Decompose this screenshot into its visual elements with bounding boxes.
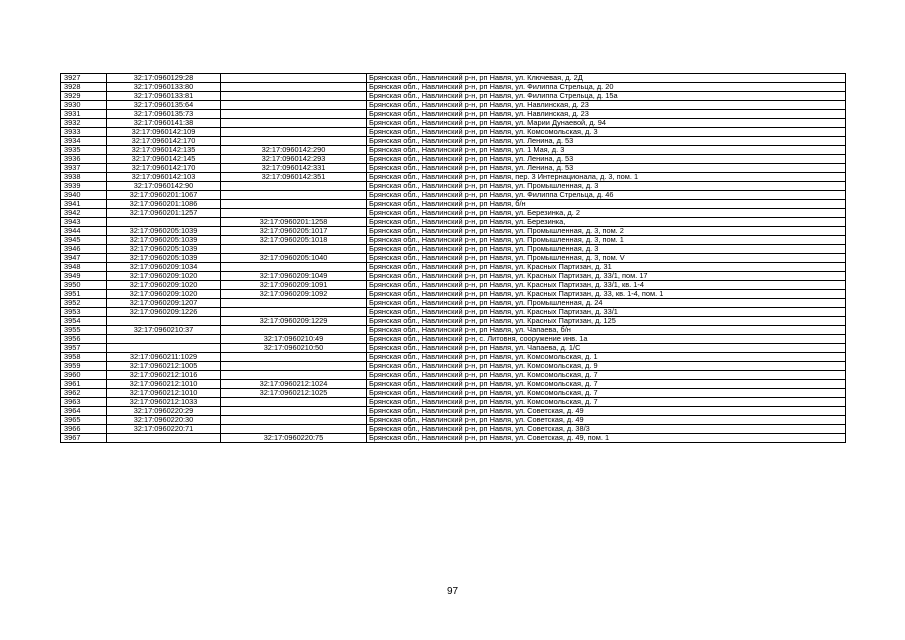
cadastral-number-cell: 32:17:0960210:37	[107, 326, 221, 335]
table-row	[61, 209, 846, 218]
cadastral-number-cell: 32:17:0960142:103	[107, 173, 221, 182]
address-cell: Брянская обл., Навлинский р-н, рп Навля, ул. Навлинская, д. 23	[367, 101, 846, 110]
cadastral-number-cell: 32:17:0960135:64	[107, 101, 221, 110]
row-number-cell: 3964	[61, 407, 107, 416]
table-row	[61, 254, 846, 263]
address-cell: Брянская обл., Навлинский р-н, рп Навля, ул. Комсомольская, д. 9	[367, 362, 846, 371]
row-number-cell: 3941	[61, 200, 107, 209]
related-cadastral-number-cell: 32:17:0960201:1258	[221, 218, 367, 227]
related-cadastral-number-cell: 32:17:0960142:351	[221, 173, 367, 182]
table-row	[61, 326, 846, 335]
related-cadastral-number-cell: 32:17:0960142:290	[221, 146, 367, 155]
address-cell: Брянская обл., Навлинский р-н, рп Навля, ул. Ленина, д. 53	[367, 137, 846, 146]
related-cadastral-number-cell	[221, 416, 367, 425]
row-number-cell: 3946	[61, 245, 107, 254]
row-number-cell: 3962	[61, 389, 107, 398]
row-number-cell: 3945	[61, 236, 107, 245]
table-row	[61, 344, 846, 353]
table-row	[61, 155, 846, 164]
row-number-cell: 3943	[61, 218, 107, 227]
row-number-cell: 3928	[61, 83, 107, 92]
related-cadastral-number-cell: 32:17:0960142:293	[221, 155, 367, 164]
address-cell: Брянская обл., Навлинский р-н, рп Навля, ул. Советская, д. 38/3	[367, 425, 846, 434]
cadastral-number-cell: 32:17:0960209:1207	[107, 299, 221, 308]
address-cell: Брянская обл., Навлинский р-н, рп Навля, ул. Красных Партизан, д. 33/1, пом. 17	[367, 272, 846, 281]
related-cadastral-number-cell: 32:17:0960205:1040	[221, 254, 367, 263]
address-cell: Брянская обл., Навлинский р-н, рп Навля, ул. Марии Дунаевой, д. 94	[367, 119, 846, 128]
address-cell: Брянская обл., Навлинский р-н, рп Навля, ул. Ключевая, д. 2Д	[367, 74, 846, 83]
cadastral-number-cell: 32:17:0960211:1029	[107, 353, 221, 362]
related-cadastral-number-cell: 32:17:0960209:1092	[221, 290, 367, 299]
row-number-cell: 3954	[61, 317, 107, 326]
table-row	[61, 74, 846, 83]
table-row	[61, 362, 846, 371]
row-number-cell: 3931	[61, 110, 107, 119]
address-cell: Брянская обл., Навлинский р-н, рп Навля, ул. Красных Партизан, д. 33, кв. 1-4, пом. 1	[367, 290, 846, 299]
row-number-cell: 3951	[61, 290, 107, 299]
address-cell: Брянская обл., Навлинский р-н, рп Навля, ул. Промышленная, д. 3, пом. V	[367, 254, 846, 263]
row-number-cell: 3930	[61, 101, 107, 110]
cadastral-number-cell: 32:17:0960205:1039	[107, 236, 221, 245]
related-cadastral-number-cell	[221, 308, 367, 317]
cadastral-number-cell: 32:17:0960141:38	[107, 119, 221, 128]
page-number: 97	[446, 586, 459, 597]
table-row	[61, 380, 846, 389]
table-row	[61, 317, 846, 326]
table-row	[61, 335, 846, 344]
row-number-cell: 3966	[61, 425, 107, 434]
table-row	[61, 290, 846, 299]
address-cell: Брянская обл., Навлинский р-н, рп Навля, ул. 1 Мая, д. 3	[367, 146, 846, 155]
address-cell: Брянская обл., Навлинский р-н, рп Навля, ул. Красных Партизан, д. 33/1, кв. 1-4	[367, 281, 846, 290]
table-row	[61, 182, 846, 191]
cadastral-number-cell: 32:17:0960220:30	[107, 416, 221, 425]
table-row	[61, 425, 846, 434]
table-row	[61, 218, 846, 227]
row-number-cell: 3950	[61, 281, 107, 290]
related-cadastral-number-cell: 32:17:0960209:1091	[221, 281, 367, 290]
table-row	[61, 101, 846, 110]
related-cadastral-number-cell	[221, 299, 367, 308]
row-number-cell: 3940	[61, 191, 107, 200]
cadastral-number-cell	[107, 335, 221, 344]
property-register-table	[60, 73, 846, 443]
cadastral-number-cell: 32:17:0960209:1020	[107, 290, 221, 299]
related-cadastral-number-cell: 32:17:0960209:1229	[221, 317, 367, 326]
cadastral-number-cell: 32:17:0960142:109	[107, 128, 221, 137]
cadastral-number-cell: 32:17:0960212:1033	[107, 398, 221, 407]
table-row	[61, 119, 846, 128]
address-cell: Брянская обл., Навлинский р-н, рп Навля, ул. Навлинская, д. 23	[367, 110, 846, 119]
address-cell: Брянская обл., Навлинский р-н, рп Навля, ул. Березинка, д. 2	[367, 209, 846, 218]
related-cadastral-number-cell	[221, 74, 367, 83]
table-row	[61, 83, 846, 92]
cadastral-number-cell: 32:17:0960212:1016	[107, 371, 221, 380]
row-number-cell: 3929	[61, 92, 107, 101]
row-number-cell: 3958	[61, 353, 107, 362]
address-cell: Брянская обл., Навлинский р-н, рп Навля, ул. Комсомольская, д. 7	[367, 380, 846, 389]
cadastral-number-cell: 32:17:0960135:73	[107, 110, 221, 119]
cadastral-number-cell: 32:17:0960209:1020	[107, 281, 221, 290]
address-cell: Брянская обл., Навлинский р-н, рп Навля, ул. Комсомольская, д. 7	[367, 371, 846, 380]
table-row	[61, 416, 846, 425]
table-row	[61, 299, 846, 308]
row-number-cell: 3935	[61, 146, 107, 155]
related-cadastral-number-cell	[221, 191, 367, 200]
table-row	[61, 227, 846, 236]
address-cell: Брянская обл., Навлинский р-н, рп Навля, б/н	[367, 200, 846, 209]
row-number-cell: 3944	[61, 227, 107, 236]
address-cell: Брянская обл., Навлинский р-н, рп Навля, ул. Комсомольская, д. 3	[367, 128, 846, 137]
table-row	[61, 371, 846, 380]
address-cell: Брянская обл., Навлинский р-н, рп Навля, ул. Промышленная, д. 3	[367, 182, 846, 191]
table-row	[61, 281, 846, 290]
row-number-cell: 3948	[61, 263, 107, 272]
related-cadastral-number-cell: 32:17:0960210:49	[221, 335, 367, 344]
related-cadastral-number-cell	[221, 119, 367, 128]
table-row	[61, 308, 846, 317]
row-number-cell: 3965	[61, 416, 107, 425]
cadastral-number-cell: 32:17:0960209:1020	[107, 272, 221, 281]
row-number-cell: 3927	[61, 74, 107, 83]
cadastral-number-cell: 32:17:0960212:1010	[107, 380, 221, 389]
address-cell: Брянская обл., Навлинский р-н, рп Навля, ул. Красных Партизан, д. 33/1	[367, 308, 846, 317]
related-cadastral-number-cell: 32:17:0960220:75	[221, 434, 367, 443]
table-row	[61, 434, 846, 443]
address-cell: Брянская обл., Навлинский р-н, рп Навля, ул. Промышленная, д. 24	[367, 299, 846, 308]
row-number-cell: 3955	[61, 326, 107, 335]
related-cadastral-number-cell	[221, 101, 367, 110]
table-row	[61, 173, 846, 182]
row-number-cell: 3933	[61, 128, 107, 137]
table-row	[61, 398, 846, 407]
related-cadastral-number-cell	[221, 263, 367, 272]
cadastral-number-cell: 32:17:0960142:170	[107, 164, 221, 173]
address-cell: Брянская обл., Навлинский р-н, рп Навля, ул. Промышленная, д. 3, пом. 2	[367, 227, 846, 236]
cadastral-number-cell: 32:17:0960133:80	[107, 83, 221, 92]
row-number-cell: 3960	[61, 371, 107, 380]
row-number-cell: 3967	[61, 434, 107, 443]
related-cadastral-number-cell	[221, 110, 367, 119]
row-number-cell: 3949	[61, 272, 107, 281]
address-cell: Брянская обл., Навлинский р-н, рп Навля, ул. Красных Партизан, д. 125	[367, 317, 846, 326]
cadastral-number-cell: 32:17:0960133:81	[107, 92, 221, 101]
address-cell: Брянская обл., Навлинский р-н, рп Навля, ул. Красных Партизан, д. 31	[367, 263, 846, 272]
table-row	[61, 353, 846, 362]
table-row	[61, 389, 846, 398]
address-cell: Брянская обл., Навлинский р-н, рп Навля, ул. Филиппа Стрельца, д. 15а	[367, 92, 846, 101]
cadastral-number-cell: 32:17:0960205:1039	[107, 254, 221, 263]
address-cell: Брянская обл., Навлинский р-н, рп Навля, пер. 3 Интернационала, д. 3, пом. 1	[367, 173, 846, 182]
address-cell: Брянская обл., Навлинский р-н, рп Навля, ул. Филиппа Стрельца, д. 46	[367, 191, 846, 200]
table-row	[61, 407, 846, 416]
row-number-cell: 3963	[61, 398, 107, 407]
related-cadastral-number-cell	[221, 128, 367, 137]
row-number-cell: 3953	[61, 308, 107, 317]
related-cadastral-number-cell: 32:17:0960209:1049	[221, 272, 367, 281]
address-cell: Брянская обл., Навлинский р-н, рп Навля, ул. Промышленная, д. 3, пом. 1	[367, 236, 846, 245]
cadastral-number-cell	[107, 434, 221, 443]
register-table-body	[61, 74, 846, 443]
related-cadastral-number-cell	[221, 326, 367, 335]
related-cadastral-number-cell	[221, 371, 367, 380]
address-cell: Брянская обл., Навлинский р-н, рп Навля, ул. Березинка,	[367, 218, 846, 227]
address-cell: Брянская обл., Навлинский р-н, рп Навля, ул. Ленина, д. 53	[367, 164, 846, 173]
cadastral-number-cell: 32:17:0960129:28	[107, 74, 221, 83]
row-number-cell: 3959	[61, 362, 107, 371]
cadastral-number-cell: 32:17:0960142:90	[107, 182, 221, 191]
cadastral-number-cell	[107, 317, 221, 326]
cadastral-number-cell	[107, 218, 221, 227]
related-cadastral-number-cell	[221, 92, 367, 101]
address-cell: Брянская обл., Навлинский р-н, рп Навля, ул. Комсомольская, д. 7	[367, 389, 846, 398]
table-row	[61, 191, 846, 200]
cadastral-number-cell: 32:17:0960212:1005	[107, 362, 221, 371]
cadastral-number-cell: 32:17:0960142:135	[107, 146, 221, 155]
related-cadastral-number-cell: 32:17:0960205:1018	[221, 236, 367, 245]
cadastral-number-cell: 32:17:0960209:1034	[107, 263, 221, 272]
row-number-cell: 3936	[61, 155, 107, 164]
table-row	[61, 92, 846, 101]
cadastral-number-cell: 32:17:0960209:1226	[107, 308, 221, 317]
cadastral-number-cell: 32:17:0960205:1039	[107, 245, 221, 254]
row-number-cell: 3947	[61, 254, 107, 263]
cadastral-number-cell: 32:17:0960142:170	[107, 137, 221, 146]
cadastral-number-cell: 32:17:0960201:1257	[107, 209, 221, 218]
cadastral-number-cell: 32:17:0960201:1086	[107, 200, 221, 209]
table-row	[61, 146, 846, 155]
cadastral-number-cell: 32:17:0960205:1039	[107, 227, 221, 236]
row-number-cell: 3937	[61, 164, 107, 173]
table-row	[61, 137, 846, 146]
table-row	[61, 200, 846, 209]
related-cadastral-number-cell: 32:17:0960212:1024	[221, 380, 367, 389]
related-cadastral-number-cell: 32:17:0960205:1017	[221, 227, 367, 236]
related-cadastral-number-cell	[221, 407, 367, 416]
table-row	[61, 236, 846, 245]
related-cadastral-number-cell	[221, 398, 367, 407]
related-cadastral-number-cell	[221, 362, 367, 371]
table-row	[61, 164, 846, 173]
table-row	[61, 245, 846, 254]
address-cell: Брянская обл., Навлинский р-н, рп Навля, ул. Филиппа Стрельца, д. 20	[367, 83, 846, 92]
cadastral-number-cell	[107, 344, 221, 353]
row-number-cell: 3956	[61, 335, 107, 344]
related-cadastral-number-cell	[221, 209, 367, 218]
row-number-cell: 3942	[61, 209, 107, 218]
address-cell: Брянская обл., Навлинский р-н, с. Литовня, сооружение инв. 1а	[367, 335, 846, 344]
related-cadastral-number-cell	[221, 245, 367, 254]
related-cadastral-number-cell	[221, 353, 367, 362]
address-cell: Брянская обл., Навлинский р-н, рп Навля, ул. Промышленная, д. 3	[367, 245, 846, 254]
row-number-cell: 3952	[61, 299, 107, 308]
related-cadastral-number-cell	[221, 425, 367, 434]
row-number-cell: 3961	[61, 380, 107, 389]
cadastral-number-cell: 32:17:0960220:29	[107, 407, 221, 416]
row-number-cell: 3939	[61, 182, 107, 191]
address-cell: Брянская обл., Навлинский р-н, рп Навля, ул. Комсомольская, д. 1	[367, 353, 846, 362]
address-cell: Брянская обл., Навлинский р-н, рп Навля, ул. Чапаева, д. 1/С	[367, 344, 846, 353]
related-cadastral-number-cell: 32:17:0960212:1025	[221, 389, 367, 398]
row-number-cell: 3934	[61, 137, 107, 146]
address-cell: Брянская обл., Навлинский р-н, рп Навля, ул. Советская, д. 49	[367, 416, 846, 425]
related-cadastral-number-cell	[221, 83, 367, 92]
cadastral-number-cell: 32:17:0960201:1067	[107, 191, 221, 200]
table-row	[61, 110, 846, 119]
cadastral-number-cell: 32:17:0960220:71	[107, 425, 221, 434]
cadastral-number-cell: 32:17:0960212:1010	[107, 389, 221, 398]
row-number-cell: 3938	[61, 173, 107, 182]
address-cell: Брянская обл., Навлинский р-н, рп Навля, ул. Советская, д. 49	[367, 407, 846, 416]
table-row	[61, 263, 846, 272]
related-cadastral-number-cell: 32:17:0960142:331	[221, 164, 367, 173]
table-row	[61, 272, 846, 281]
table-row	[61, 128, 846, 137]
row-number-cell: 3932	[61, 119, 107, 128]
cadastral-number-cell: 32:17:0960142:145	[107, 155, 221, 164]
address-cell: Брянская обл., Навлинский р-н, рп Навля, ул. Комсомольская, д. 7	[367, 398, 846, 407]
address-cell: Брянская обл., Навлинский р-н, рп Навля, ул. Ленина, д. 53	[367, 155, 846, 164]
address-cell: Брянская обл., Навлинский р-н, рп Навля, ул. Советская, д. 49, пом. 1	[367, 434, 846, 443]
related-cadastral-number-cell	[221, 182, 367, 191]
row-number-cell: 3957	[61, 344, 107, 353]
related-cadastral-number-cell	[221, 200, 367, 209]
address-cell: Брянская обл., Навлинский р-н, рп Навля, ул. Чапаева, б/н	[367, 326, 846, 335]
related-cadastral-number-cell: 32:17:0960210:50	[221, 344, 367, 353]
related-cadastral-number-cell	[221, 137, 367, 146]
